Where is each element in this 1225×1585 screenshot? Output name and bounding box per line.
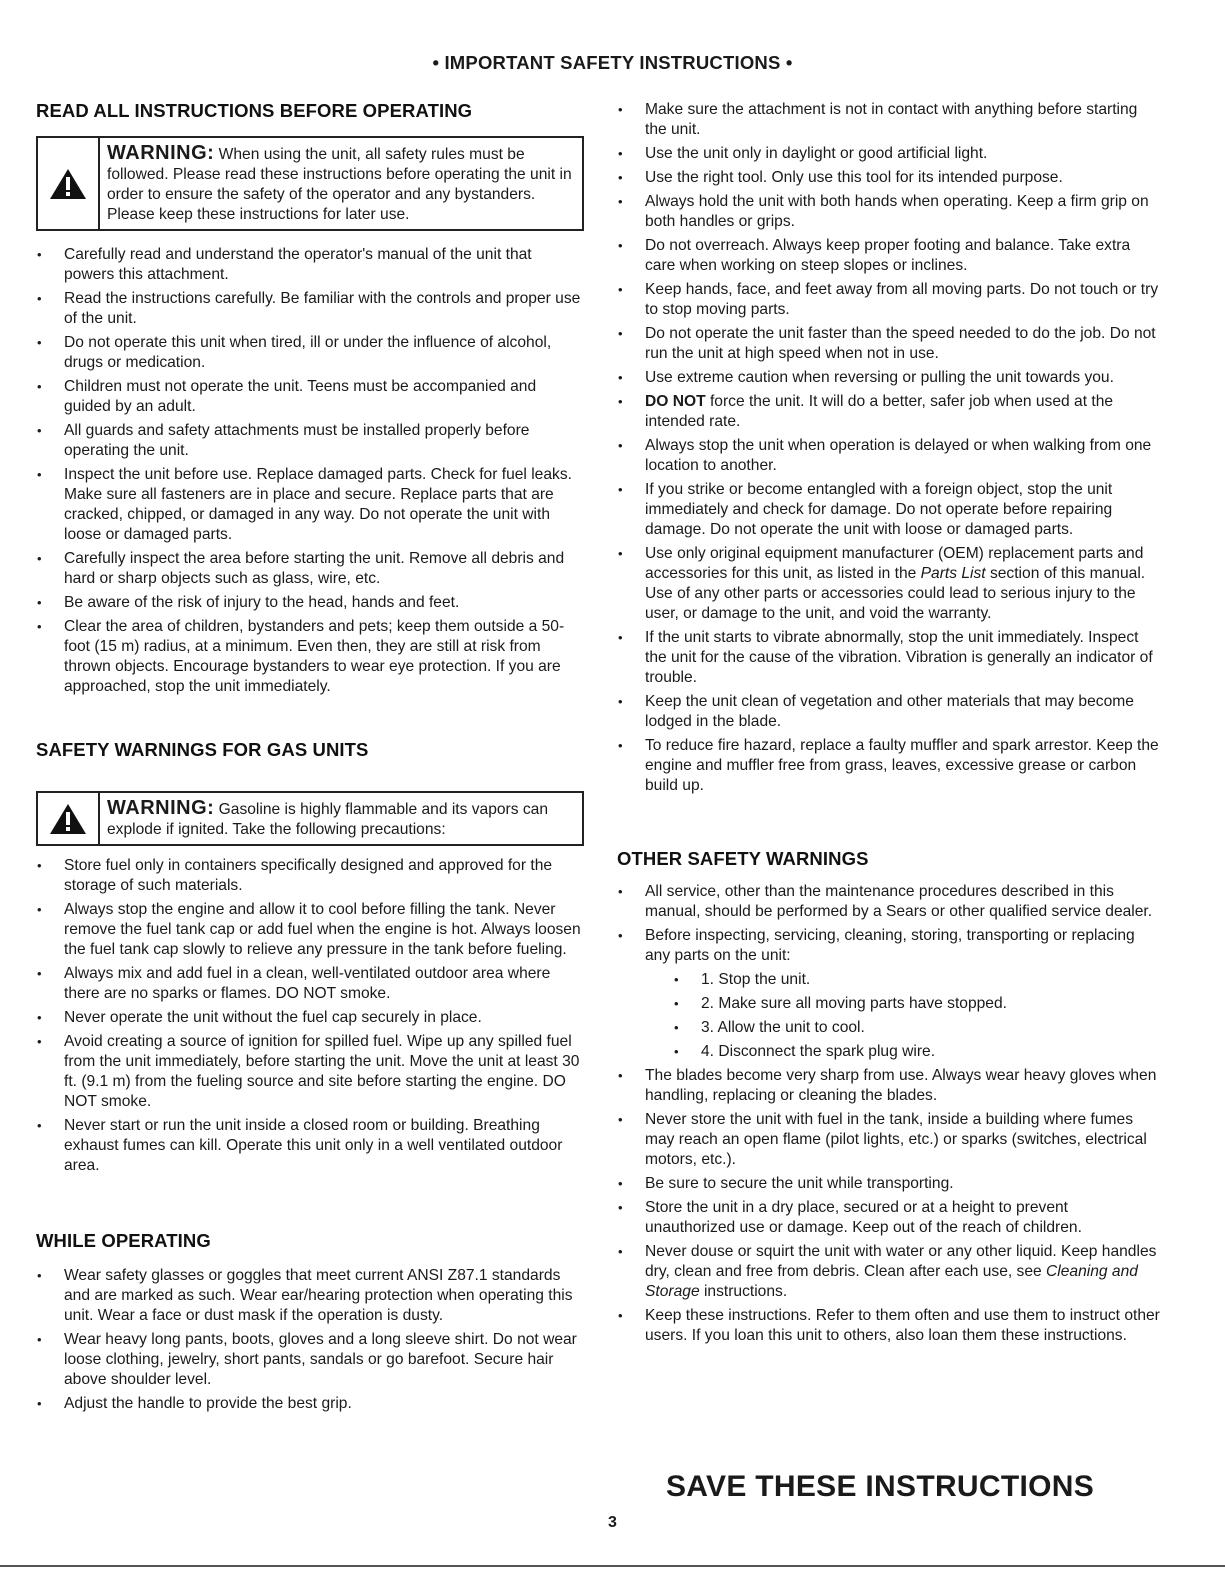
list-item: • Always hold the unit with both hands when operating. Keep a firm grip on both handles or grips. (617, 192, 1162, 232)
warning-box-gas (36, 791, 584, 846)
list-item: • Do not operate the unit faster than the speed needed to do the job. Do not run the unit at high speed when not in use. (617, 324, 1162, 364)
list-item: • Always stop the unit when operation is delayed or when walking from one location to another. (617, 436, 1162, 476)
list-item: • Do not overreach. Always keep proper footing and balance. Take extra care when working on steep slopes or inclines. (617, 236, 1162, 276)
list-item: • Never start or run the unit inside a closed room or building. Breathing exhaust fumes can kill. Operate this unit only in a well ventilated outdoor area. (36, 1116, 584, 1176)
read-all-list (36, 245, 584, 697)
list-item: • Avoid creating a source of ignition for spilled fuel. Wipe up any spilled fuel from the unit immediately, before starting the unit. Move the unit at least 30 ft. (9.1 m) from the fueling source and site before starting the engine. DO NOT smoke. (36, 1032, 584, 1112)
list-item: • Clear the area of children, bystanders and pets; keep them outside a 50-foot (15 m) radius, at a minimum. Even then, they are still at risk from thrown objects. Encourage bystanders to wear eye protection. If you are approached, stop the unit immediately. (36, 617, 584, 697)
list-item: • Be aware of the risk of injury to the head, hands and feet. (36, 593, 584, 613)
list-item: • Use the unit only in daylight or good artificial light. (617, 144, 1162, 164)
list-item: • Wear safety glasses or goggles that meet current ANSI Z87.1 standards and are marked as such. Wear ear/hearing protection when operating this unit. Wear a face or dust mask if the operation is dusty. (36, 1266, 584, 1326)
list-item: • Make sure the attachment is not in contact with anything before starting the unit. (617, 100, 1162, 140)
list-item: • To reduce fire hazard, replace a faulty muffler and spark arrestor. Keep the engine and muffler free from grass, leaves, excessive grease or carbon build up. (617, 736, 1162, 796)
list-item: • Store the unit in a dry place, secured or at a height to prevent unauthorized use or damage. Keep out of the reach of children. (617, 1198, 1162, 1238)
steps-list (645, 970, 1162, 1062)
section-heading-other: OTHER SAFETY WARNINGS (617, 848, 869, 869)
step-item: • 3. Allow the unit to cool. (673, 1018, 1162, 1038)
operating-list (36, 1266, 584, 1414)
list-item: • Inspect the unit before use. Replace damaged parts. Check for fuel leaks. Make sure all fasteners are in place and secure. Replace parts that are cracked, chipped, or damaged in any way. Do not operate the unit with loose or damaged parts. (36, 465, 584, 545)
warning-box-general (36, 136, 584, 231)
list-item: • Wear heavy long pants, boots, gloves and a long sleeve shirt. Do not wear loose clothing, jewelry, short pants, sandals or go barefoot. Secure hair above shoulder level. (36, 1330, 584, 1390)
save-instructions-banner: SAVE THESE INSTRUCTIONS (665, 1470, 1095, 1503)
page-number: 3 (608, 1514, 617, 1531)
list-item: • Use extreme caution when reversing or pulling the unit towards you. (617, 368, 1162, 388)
bottom-rule (0, 1565, 1225, 1567)
right-list (617, 100, 1162, 796)
list-item: • Store fuel only in containers specifically designed and approved for the storage of such materials. (36, 856, 584, 896)
list-item: • Use the right tool. Only use this tool for its intended purpose. (617, 168, 1162, 188)
left-column (36, 100, 584, 1418)
other-list (617, 882, 1162, 1346)
section-heading-read-all: READ ALL INSTRUCTIONS BEFORE OPERATING (36, 100, 473, 121)
page-header: • IMPORTANT SAFETY INSTRUCTIONS • (432, 52, 793, 73)
list-item: • Never douse or squirt the unit with water or any other liquid. Keep handles dry, clean and free from debris. Clean after each use, see Cleaning and Storage instructions. (617, 1242, 1162, 1302)
list-item: • Keep hands, face, and feet away from all moving parts. Do not touch or try to stop moving parts. (617, 280, 1162, 320)
list-item: • Read the instructions carefully. Be familiar with the controls and proper use of the unit. (36, 289, 584, 329)
list-item: • If the unit starts to vibrate abnormally, stop the unit immediately. Inspect the unit for the cause of the vibration. Vibration is generally an indicator of trouble. (617, 628, 1162, 688)
list-item: • Adjust the handle to provide the best grip. (36, 1394, 584, 1414)
list-item: • The blades become very sharp from use. Always wear heavy gloves when handling, replacing or cleaning the blades. (617, 1066, 1162, 1106)
step-item: • 1. Stop the unit. (673, 970, 1162, 990)
list-item: • If you strike or become entangled with a foreign object, stop the unit immediately and check for damage. Do not operate before repairing damage. Do not operate the unit with loose or damaged parts. (617, 480, 1162, 540)
right-column (617, 100, 1162, 1350)
list-item: • DO NOT force the unit. It will do a better, safer job when used at the intended rate. (617, 392, 1162, 432)
section-heading-operating: WHILE OPERATING (36, 1230, 211, 1251)
list-item: • Carefully inspect the area before starting the unit. Remove all debris and hard or sharp objects such as glass, wire, etc. (36, 549, 584, 589)
list-item: • Always stop the engine and allow it to cool before filling the tank. Never remove the fuel tank cap or add fuel when the engine is hot. Always loosen the fuel tank cap slowly to relieve any pressure in the tank before fueling. (36, 900, 584, 960)
list-item: • Never store the unit with fuel in the tank, inside a building where fumes may reach an open flame (pilot lights, etc.) or sparks (switches, electrical motors, etc.). (617, 1110, 1162, 1170)
list-item: • All service, other than the maintenance procedures described in this manual, should be performed by a Sears or other qualified service dealer. (617, 882, 1162, 922)
list-item: • Children must not operate the unit. Teens must be accompanied and guided by an adult. (36, 377, 584, 417)
gas-list (36, 856, 584, 1176)
warning-icon (38, 138, 100, 229)
section-heading-gas: SAFETY WARNINGS FOR GAS UNITS (36, 739, 369, 760)
list-item: • Use only original equipment manufacturer (OEM) replacement parts and accessories for this unit, as listed in the Parts List section of this manual. Use of any other parts or accessories could lead to serious injury to the user, or damage to the unit, and void the warranty. (617, 544, 1162, 624)
list-item: • Do not operate this unit when tired, ill or under the influence of alcohol, drugs or medication. (36, 333, 584, 373)
list-item: • Always mix and add fuel in a clean, well-ventilated outdoor area where there are no sparks or flames. DO NOT smoke. (36, 964, 584, 1004)
step-item: • 4. Disconnect the spark plug wire. (673, 1042, 1162, 1062)
warning-text: WARNING: When using the unit, all safety rules must be followed. Please read these instructions before operating the unit in order to ensure the safety of the operator and any bystanders. Please keep these instructions for later use. (107, 142, 572, 223)
warning-text: WARNING: Gasoline is highly flammable and its vapors can explode if ignited. Take the following precautions: (107, 797, 549, 838)
list-item: • Never operate the unit without the fuel cap securely in place. (36, 1008, 584, 1028)
list-item: • Be sure to secure the unit while transporting. (617, 1174, 1162, 1194)
list-item: • Keep these instructions. Refer to them often and use them to instruct other users. If you loan this unit to others, also loan them these instructions. (617, 1306, 1162, 1346)
list-item: • Keep the unit clean of vegetation and other materials that may become lodged in the blade. (617, 692, 1162, 732)
warning-icon (38, 793, 100, 844)
step-item: • 2. Make sure all moving parts have stopped. (673, 994, 1162, 1014)
list-item: • Carefully read and understand the operator's manual of the unit that powers this attachment. (36, 245, 584, 285)
list-item: • All guards and safety attachments must be installed properly before operating the unit. (36, 421, 584, 461)
list-item: • Before inspecting, servicing, cleaning, storing, transporting or replacing any parts on the unit: • 1. Stop the unit. • 2. Make sure all moving parts have stopped. • 3. Allow the unit to cool. • 4. Disconnect the spark plug wire. (617, 926, 1162, 1062)
